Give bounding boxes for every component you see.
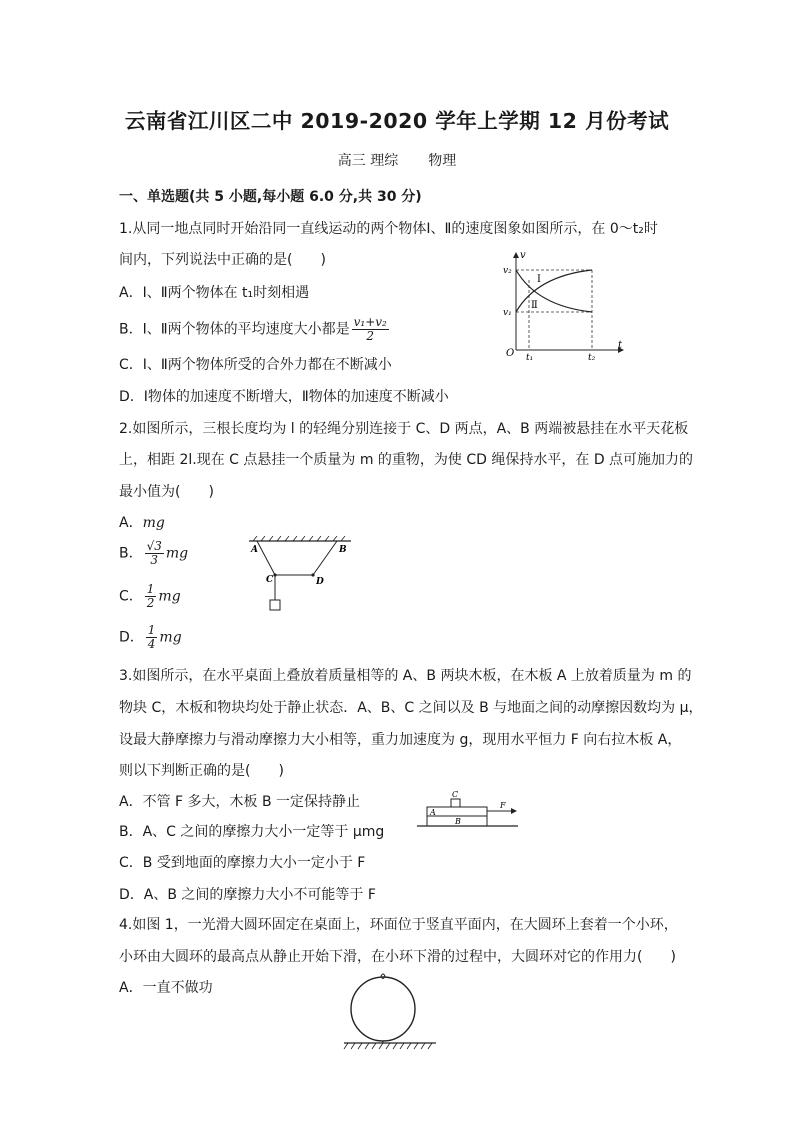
q2-option-b-num: √3 [146, 539, 162, 553]
q2-option-a-label: A． [119, 515, 143, 531]
v-axis-label: v [520, 250, 526, 261]
page-title: 云南省江川区二中 2019-2020 学年上学期 12 月份考试 [124, 109, 670, 133]
q3-option-b: B．A、C 之间的摩擦力大小一定等于 μmg [119, 824, 385, 840]
curve-1-label: Ⅰ [537, 274, 541, 285]
q2-option-d-tail: mg [159, 629, 182, 646]
q2-option-c-tail: mg [158, 588, 181, 605]
label-b: B [339, 545, 347, 555]
q2-option-a-value: mg [142, 515, 165, 531]
q3-stem-line4: 则以下判断正确的是( ) [119, 763, 284, 779]
rope-ac [257, 541, 275, 575]
rope-db [313, 541, 337, 575]
q4-option-a: A．一直不做功 [119, 980, 213, 996]
q2-stem-line1: 2.如图所示，三根长度均为 l 的轻绳分别连接于 C、D 两点，A、B 两端被悬挂在水平天花板 [119, 421, 689, 437]
small-ring [381, 974, 385, 979]
label-d: D [316, 577, 324, 587]
q4-stem-line2: 小环由大圆环的最高点从静止开始下滑，在小环下滑的过程中，大圆环对它的作用力( ) [119, 949, 676, 965]
q2-option-b-label: B． [119, 545, 143, 562]
q3-option-c: C．B 受到地面的摩擦力大小一定小于 F [119, 855, 366, 871]
q3-stem-line3: 设最大静摩擦力与滑动摩擦力大小相等，重力加速度为 g，现用水平恒力 F 向右拉木板 A， [119, 732, 682, 748]
q2-option-c-den: 2 [146, 596, 155, 610]
v2-label: v₂ [503, 266, 512, 276]
curve-2 [516, 270, 592, 312]
q1-vt-graph [500, 250, 625, 362]
subtitle-grade: 高三 理综 [337, 153, 399, 169]
label-a: A [430, 808, 436, 817]
q2-option-c-num: 1 [146, 582, 155, 596]
q1-option-b-text: B．Ⅰ、Ⅱ两个物体的平均速度大小都是 [119, 321, 350, 338]
origin-label: O [506, 348, 515, 359]
q2-stem-line2: 上，相距 2l.现在 C 点悬挂一个质量为 m 的重物，为使 CD 绳保持水平，在 D 点可施加力的 [119, 452, 694, 468]
q2-option-a [119, 512, 165, 532]
q2-option-c [119, 583, 181, 610]
q2-stem-line3: 最小值为( ) [119, 484, 214, 500]
t2-label: t₂ [588, 353, 596, 362]
q3-stem-line1: 3.如图所示，在水平桌面上叠放着质量相等的 A、B 两块木板，在木板 A 上放着质量为 m 的 [119, 668, 692, 684]
label-c: C [452, 790, 459, 799]
q2-option-d [119, 624, 182, 651]
q2-option-c-label: C． [119, 588, 143, 605]
q1-stem-line1: 1.从同一地点同时开始沿同一直线运动的两个物体Ⅰ、Ⅱ的速度图象如图所示，在 0～t₂时 [119, 221, 658, 237]
curve-1 [516, 270, 592, 312]
q2-option-b-fraction [145, 540, 164, 567]
q2-option-b [119, 540, 188, 567]
label-b: B [455, 817, 461, 826]
label-c: C [266, 575, 274, 585]
table-hatch [344, 1043, 432, 1049]
v-axis-arrow [513, 252, 519, 258]
q1-option-d: D．Ⅰ物体的加速度不断增大，Ⅱ物体的加速度不断减小 [119, 389, 449, 405]
label-f: F [500, 801, 506, 810]
board-a [427, 807, 487, 816]
q2-option-c-fraction [145, 583, 157, 610]
subtitle [0, 150, 794, 170]
point-d [311, 573, 314, 576]
q3-boards-figure [415, 788, 520, 833]
q3-option-d: D．A、B 之间的摩擦力大小不可能等于 F [119, 887, 376, 903]
block-c [451, 799, 460, 807]
q1-option-b-den: 2 [366, 329, 375, 343]
weight-block [270, 600, 280, 610]
q1-stem-line2: 间内，下列说法中正确的是( ) [119, 252, 326, 268]
q2-option-b-tail: mg [165, 545, 189, 562]
ceiling-hatch [253, 536, 345, 541]
q1-option-c: C．Ⅰ、Ⅱ两个物体所受的合外力都在不断减小 [119, 357, 392, 373]
q2-rope-figure [245, 535, 355, 615]
v1-label: v₁ [503, 308, 512, 318]
q1-option-b-num: v₁+v₂ [353, 315, 387, 329]
q3-stem-line2: 物块 C，木板和物块均处于静止状态．A、B、C 之间以及 B 与地面之间的动摩擦因数均为 μ， [119, 700, 703, 716]
label-a: A [251, 545, 258, 555]
q1-option-a: A．Ⅰ、Ⅱ两个物体在 t₁时刻相遇 [119, 285, 310, 301]
force-arrow-head [511, 808, 517, 814]
q3-option-a: A．不管 F 多大，木板 B 一定保持静止 [119, 794, 361, 810]
subtitle-subject: 物理 [428, 153, 457, 169]
q2-option-d-label: D． [119, 629, 144, 646]
q4-stem-line1: 4.如图 1，一光滑大圆环固定在桌面上，环面位于竖直平面内，在大圆环上套着一个小环， [119, 917, 678, 933]
q2-option-d-den: 4 [147, 637, 156, 651]
curve-2-label: Ⅱ [531, 300, 538, 311]
large-ring [351, 977, 415, 1041]
point-c [273, 573, 276, 576]
q2-option-d-num: 1 [147, 623, 156, 637]
q2-option-d-fraction [146, 624, 158, 651]
t1-label: t₁ [526, 353, 534, 362]
q4-ring-figure [340, 972, 440, 1054]
q2-option-b-den: 3 [150, 553, 159, 567]
q1-option-b [119, 316, 391, 343]
q1-option-b-fraction [352, 316, 389, 343]
section-heading: 一、单选题(共 5 小题,每小题 6.0 分,共 30 分) [119, 189, 422, 205]
t-axis-label: t [618, 340, 623, 351]
